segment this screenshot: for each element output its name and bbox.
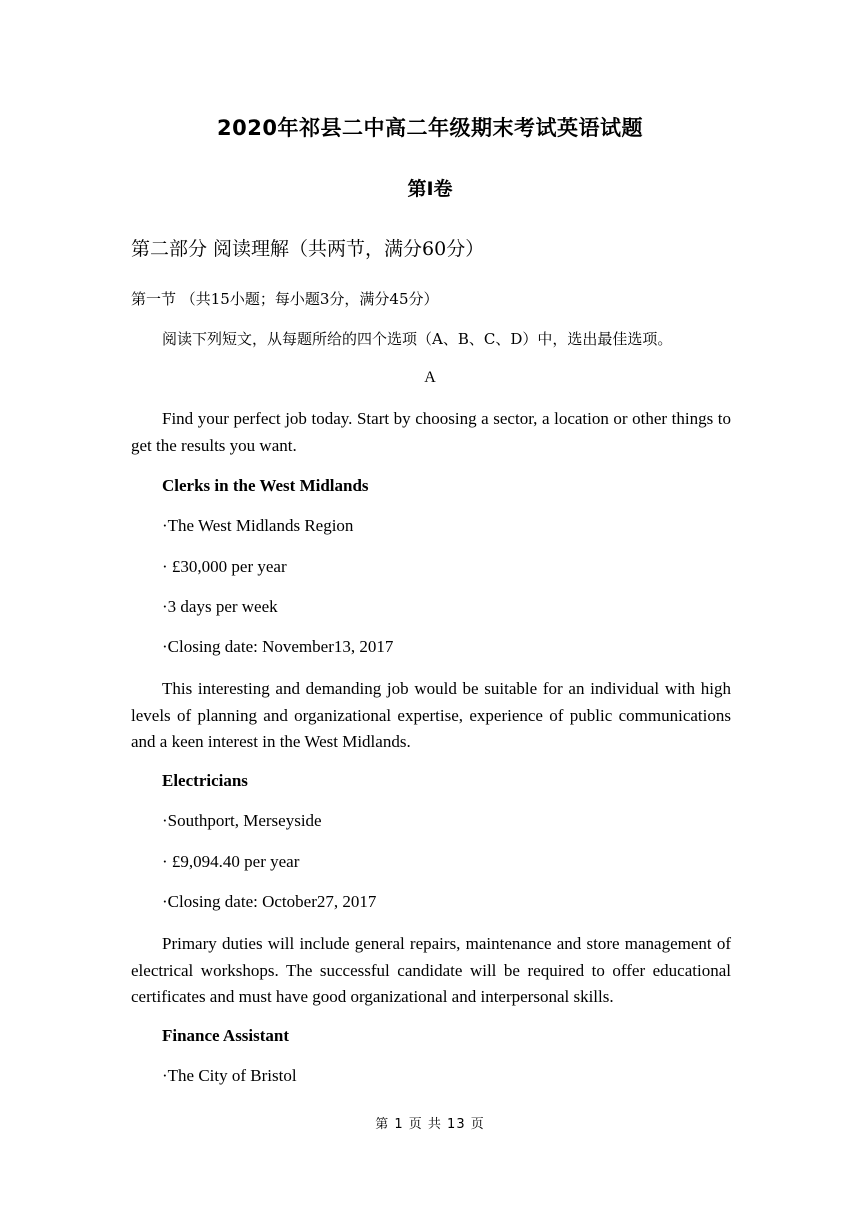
job-detail: · £30,000 per year — [162, 557, 287, 576]
job-description-clerks: This interesting and demanding job would be suitable for an individual with high levels of planning and organizational expertise, experience of public communications and a keen interest in the West Midlands. — [131, 679, 731, 751]
job-detail: ·Southport, Merseyside — [162, 811, 322, 830]
part-heading: 第二部分 阅读理解（共两节，满分60分） — [131, 238, 485, 260]
intro-paragraph: Find your perfect job today. Start by choosing a sector, a location or other things to get the results you want. — [131, 409, 731, 455]
job-title-electricians: Electricians — [162, 771, 248, 790]
job-detail: ·3 days per week — [162, 597, 278, 616]
passage-label: A — [424, 369, 436, 386]
page-title: 2020年祁县二中高二年级期末考试英语试题 — [217, 116, 643, 140]
instructions: 阅读下列短文，从每题所给的四个选项（A、B、C、D）中，选出最佳选项。 — [162, 330, 673, 348]
page-footer: 第 1 页 共 13 页 — [375, 1117, 485, 1132]
job-detail: ·Closing date: November13, 2017 — [162, 637, 394, 656]
job-title-finance: Finance Assistant — [162, 1026, 290, 1045]
volume-heading: 第Ⅰ卷 — [407, 178, 453, 200]
job-detail: ·The West Midlands Region — [162, 516, 354, 535]
job-detail: · £9,094.40 per year — [162, 852, 300, 871]
job-title-clerks: Clerks in the West Midlands — [162, 476, 369, 495]
job-detail: ·Closing date: October27, 2017 — [162, 892, 377, 911]
job-detail: ·The City of Bristol — [162, 1066, 297, 1085]
job-description-electricians: Primary duties will include general repairs, maintenance and store management of electrical workshops. The successful candidate will be required to offer educational certificates and must have good organizational and interpersonal skills. — [131, 934, 731, 1006]
section-heading: 第一节 （共15小题；每小题3分，满分45分） — [131, 290, 439, 308]
